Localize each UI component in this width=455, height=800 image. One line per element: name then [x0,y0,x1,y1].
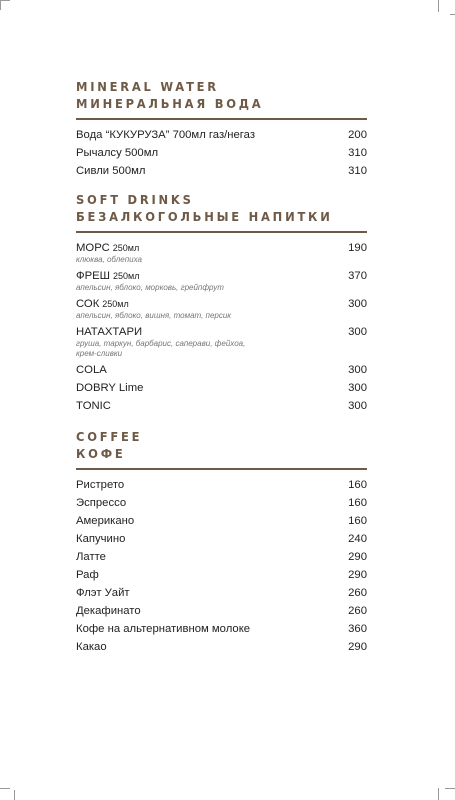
item-name: СОК [76,297,100,310]
item-name: Рычалсу 500мл [76,146,159,159]
item-name: Вода “КУКУРУЗА” 700мл газ/негаз [76,128,256,141]
section-title-en: MINERAL WATER [76,79,219,94]
item-price: 310 [348,146,367,159]
section-soft-drinks [76,191,367,417]
menu-item [76,532,367,546]
item-volume: 250мл [112,242,140,253]
menu-item [76,297,367,321]
item-name: ФРЕШ [76,269,111,282]
menu-item [76,381,367,395]
menu-item [76,622,367,636]
item-name: Кофе на альтернативном молоке [76,622,251,635]
item-price: 300 [348,363,367,376]
item-price: 160 [348,514,367,527]
menu-item [76,550,367,564]
crop-mark [0,0,1,10]
menu-item [76,363,367,377]
item-price: 160 [348,478,367,491]
item-name: Американо [76,514,135,527]
menu-item [76,496,367,510]
menu-item [76,269,367,293]
item-price: 240 [348,532,367,545]
section-divider [76,118,367,120]
item-name: DOBRY Lime [76,381,144,394]
item-description: апельсин, яблоко, морковь, грейпфрут [76,282,224,292]
item-name: Ристрето [76,478,125,491]
menu-item [76,325,367,359]
menu-item [76,399,367,413]
crop-mark [438,788,439,800]
item-name: Эспрессо [76,496,127,509]
item-price: 260 [348,604,367,617]
item-price: 310 [348,164,367,177]
item-price: 200 [348,128,367,141]
section-title-ru: БЕЗАЛКОГОЛЬНЫЕ НАПИТКИ [76,209,333,224]
menu-item [76,128,367,142]
item-price: 300 [348,399,367,412]
item-name: Раф [76,568,99,581]
menu-item [76,241,367,265]
section-mineral-water [76,78,367,182]
item-volume: 250мл [113,270,140,281]
menu-item [76,586,367,600]
item-price: 290 [348,568,367,581]
menu-item [76,514,367,528]
section-coffee [76,428,367,658]
item-name: МОРС [76,241,110,254]
menu-item [76,604,367,618]
item-price: 360 [348,622,367,635]
item-description: клюква, облепиха [76,254,142,264]
item-name: Капучино [76,532,126,545]
item-description: груша, таркун, барбарис, саперави, фейхоа, крем-сливки [76,338,246,358]
menu-item [76,164,367,178]
item-price: 160 [348,496,367,509]
section-title-en: COFFEE [76,429,143,444]
item-name: Латте [76,550,106,563]
item-name: Сивли 500мл [76,164,146,177]
item-price: 190 [348,241,367,254]
item-name: Флэт Уайт [76,586,130,599]
section-title-ru: МИНЕРАЛЬНАЯ ВОДА [76,96,264,111]
item-price: 290 [348,640,367,653]
menu-item [76,568,367,582]
section-divider [76,231,367,233]
section-title-en: SOFT DRINKS [76,192,194,207]
section-divider [76,468,367,470]
item-price: 300 [348,325,367,338]
menu-item [76,146,367,160]
item-description: апельсин, яблоко, вишня, томат, персик [76,310,232,320]
item-name: Какао [76,640,107,653]
crop-mark [450,14,455,15]
item-price: 300 [348,381,367,394]
item-volume: 250мл [102,298,129,309]
crop-mark [0,788,10,789]
item-name: Декафинато [76,604,141,617]
section-title-ru: КОФЕ [76,446,126,461]
crop-mark [14,790,15,800]
item-price: 300 [348,297,367,310]
menu-item [76,478,367,492]
crop-mark [438,0,439,12]
crop-mark [0,0,10,1]
item-price: 370 [348,269,367,282]
item-name: НАТАХТАРИ [76,325,143,338]
menu-item [76,640,367,654]
item-name: TONIC [76,399,111,412]
item-price: 260 [348,586,367,599]
item-price: 290 [348,550,367,563]
crop-mark [445,788,455,789]
item-name: COLA [76,363,107,376]
